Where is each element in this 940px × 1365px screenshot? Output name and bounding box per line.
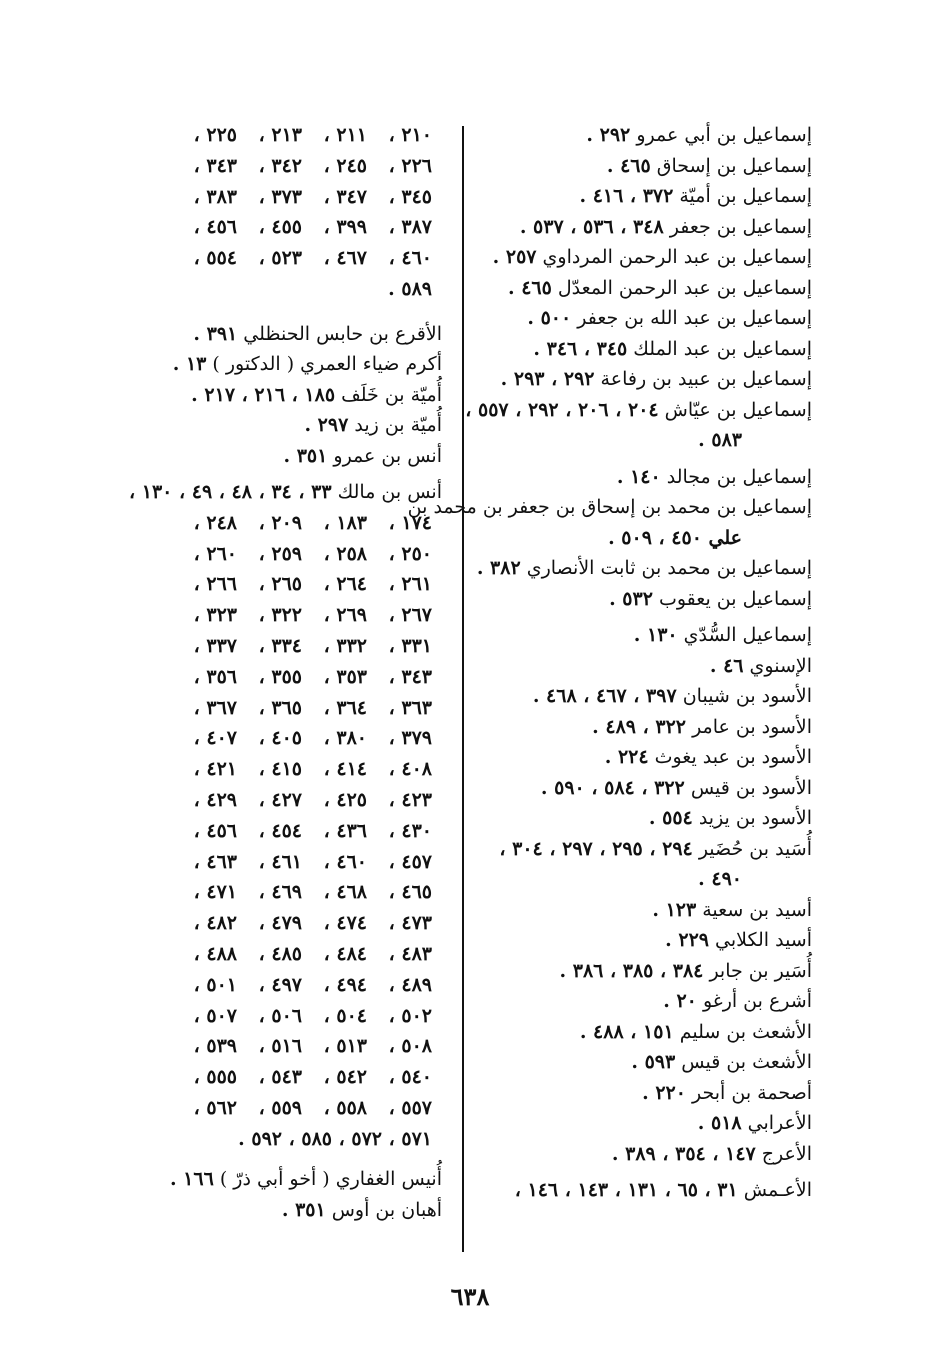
ref-number: ٤٥٦ ، [193, 216, 237, 239]
ref-number: ٤٠٥ ، [258, 727, 302, 750]
ref-number: ٤٩٧ ، [258, 973, 302, 996]
ref-number: ٥٠٧ ، [193, 1004, 237, 1027]
entry-name: إسماعيل بن أميّة [679, 185, 812, 207]
refs-row [112, 1062, 432, 1093]
entry-refs: ٤٦ . [709, 654, 744, 677]
refs-row [112, 569, 432, 600]
ref-number: ٣٨٧ ، [388, 216, 432, 239]
ref-number: ٤٥٧ ، [388, 850, 432, 873]
ref-number: ٣٢٢ ، [258, 604, 302, 627]
index-entry [482, 1017, 812, 1048]
ref-number: ٢٥٩ ، [258, 542, 302, 565]
entry-refs: ٢٠٤ ، ٢٠٦ ، ٢٩٢ ، ٥٥٧ ، [465, 398, 659, 421]
entry-refs: ٣٥١ . [281, 1198, 326, 1221]
ref-number: ٣٦٧ ، [193, 696, 237, 719]
anas-refs-grid [112, 508, 442, 1124]
entry-name: أهبان بن أوس [331, 1198, 442, 1221]
entry-name: الأشعث بن قيس [681, 1051, 812, 1073]
entry-name: أسيد الكلابي [715, 929, 812, 951]
entry-name: أكرم ضياء العمري ( الدكتور ) [212, 353, 442, 376]
entry-name: أنس بن عمرو [333, 444, 442, 467]
index-entry [482, 151, 812, 182]
entry-refs: ١٣ . [172, 353, 207, 376]
refs-row [112, 816, 432, 847]
ref-number: ٣٣٢ ، [323, 634, 367, 657]
ref-number: ٤٣٠ ، [388, 819, 432, 842]
index-entry [482, 273, 812, 304]
ref-number: ٤٧٣ ، [388, 912, 432, 935]
ref-number: ٤٥٦ ، [193, 819, 237, 842]
ref-number: ٣٤٣ ، [388, 665, 432, 688]
entry-name: أُسَير بن جابر [709, 959, 812, 982]
index-entry [112, 1195, 442, 1226]
index-entry [465, 395, 812, 426]
ref-number: ٤٢١ ، [193, 758, 237, 781]
entry-refs: ٣٤٨ ، ٥٣٦ ، ٥٣٧ . [519, 215, 664, 238]
index-entry [482, 1078, 812, 1109]
ref-number: ٣٧٩ ، [388, 727, 432, 750]
index-entry [112, 380, 442, 411]
ref-number: ٤٨٢ ، [193, 912, 237, 935]
entry-refs: ٥٥٤ . [648, 807, 693, 829]
entry-refs: ٢٩٢ ، ٢٩٣ . [500, 368, 595, 390]
ref-number: ٤٨٤ ، [323, 942, 367, 965]
entry-refs: ٣١ ، ٦٥ ، ١٣١ ، ١٤٣ ، ١٤٦ ، [514, 1179, 738, 1201]
entry-refs: ٢٢٠ . [642, 1081, 686, 1104]
ref-number: ٤٦٠ ، [323, 850, 367, 873]
entry-name: أُنيس الغفاري ( أخو أبي ذرّ ) [219, 1168, 442, 1191]
ref-number: ٣٩٩ ، [323, 216, 367, 239]
entry-refs: ٣٤٥ ، ٣٤٦ . [533, 337, 628, 360]
entry-name: الأعرج [761, 1142, 812, 1165]
refs-row [112, 600, 432, 631]
index-entry [482, 303, 812, 334]
ref-number: ٢٢٦ ، [388, 154, 432, 177]
ref-number: ٢٦٥ ، [258, 573, 302, 596]
refs-row [112, 939, 432, 970]
entry-refs: ٣٨٢ . [476, 557, 521, 579]
entry-name: إسماعيل بن مجالد [666, 465, 812, 488]
ref-number: ٣٦٣ ، [388, 696, 432, 719]
entry-refs: ٢٩٢ . [586, 124, 631, 146]
entry-refs: ٣٧٢ ، ٤١٦ . [579, 185, 674, 207]
ref-number: ٥٠٦ ، [258, 1004, 302, 1027]
entry-name: أصحمة بن أبحر [692, 1081, 812, 1104]
index-entry [482, 1108, 812, 1139]
ref-number: ٢٠٩ ، [258, 511, 302, 534]
entry-refs: ١٨٥ ، ٢١٦ ، ٢١٧ . [191, 383, 336, 406]
ref-number: ٢١٠ ، [388, 124, 432, 146]
entry-refs: ٢٢٤ . [604, 746, 649, 768]
index-entry [112, 441, 442, 472]
refs-row [112, 908, 432, 939]
entry-refs: ٥١٨ . [697, 1112, 742, 1134]
ref-number: ٤٦٣ ، [193, 850, 237, 873]
ref-number: ٥٦٢ ، [193, 1096, 237, 1119]
ref-number: ٣٤٢ ، [258, 154, 302, 177]
entry-continuation: ٤٩٠ . [698, 868, 742, 890]
entry-name: الإسنوي [749, 654, 812, 677]
ref-number: ٣٤٧ ، [323, 185, 367, 208]
ref-number: ٥٢٣ ، [258, 247, 302, 270]
ref-number: ٤٦٨ ، [323, 881, 367, 904]
index-entry [482, 242, 812, 273]
column-divider [462, 126, 464, 1252]
refs-row [112, 723, 432, 754]
entry-name: إسماعيل السُّدّي [683, 624, 812, 646]
entry-refs: ٣٢٢ ، ٥٨٤ ، ٥٩٠ . [540, 776, 685, 799]
index-entry [482, 462, 812, 493]
entry-name: إسماعيل بن محمد بن ثابت الأنصاري [526, 557, 812, 579]
ref-number: ٤٦٥ ، [388, 881, 432, 904]
ref-number: ٥١٦ ، [258, 1035, 302, 1058]
entry-refs: ٢٠ . [663, 990, 697, 1012]
refs-row [112, 970, 432, 1001]
entry-name: الأسود بن عامر [692, 715, 812, 738]
index-entry [482, 986, 812, 1017]
ref-number: ٤٣٦ ، [323, 819, 367, 842]
refs-row [112, 274, 432, 305]
refs-row [112, 1031, 432, 1062]
entry-refs: ٢٢٩ . [665, 929, 709, 951]
ref-number: ١٨٣ ، [323, 511, 367, 534]
ref-number: ٤٦٧ ، [323, 247, 367, 270]
ref-number: ٢١١ ، [323, 124, 367, 146]
ref-number: ٥٤٠ ، [388, 1066, 432, 1089]
index-entry [112, 349, 442, 380]
entries-group-2 [112, 1164, 442, 1225]
index-entry [112, 410, 442, 441]
entry-continuation: ٥٨٣ . [698, 429, 742, 451]
ref-number: ٥١٣ ، [323, 1035, 367, 1058]
ref-number: ٥٥٨ ، [323, 1096, 367, 1119]
refs-row [112, 212, 432, 243]
ref-number: ٤٦١ ، [258, 850, 302, 873]
ref-number: ٤٩٤ ، [323, 973, 367, 996]
index-entry [482, 584, 812, 615]
entry-refs: ١٣٠ . [633, 624, 678, 646]
index-entry [112, 1164, 442, 1195]
ref-number [302, 274, 367, 305]
entry-refs: ١٤٠ . [616, 465, 661, 488]
refs-row [112, 1001, 432, 1032]
entry-name: أسيد بن سعية [702, 898, 812, 921]
entry-refs: ٣٨٤ ، ٣٨٥ ، ٣٨٦ . [559, 959, 704, 982]
entry-name: الأعرابي [747, 1112, 812, 1134]
refs-row [112, 693, 432, 724]
ref-number: ٤٨٩ ، [388, 973, 432, 996]
ref-number: ٤٦٠ ، [388, 247, 432, 270]
entry-refs: ٢٩٧ . [304, 414, 349, 437]
refs-row [112, 243, 432, 274]
refs-row [112, 785, 432, 816]
entry-name: إسماعيل بن محمد بن إسحاق بن جعفر بن محمد بن [407, 496, 812, 518]
index-entry [482, 212, 812, 243]
continued-refs-grid [112, 120, 442, 305]
entry-name: الأسود بن قيس [690, 776, 812, 799]
ref-number: ٤١٥ ، [258, 758, 302, 781]
ref-number: ٣٥٥ ، [258, 665, 302, 688]
entry-refs: ٣٩١ . [193, 322, 238, 345]
ref-number: ١٧٤ ، [388, 511, 432, 534]
refs-row [112, 508, 432, 539]
ref-number: ٣٨٠ ، [323, 727, 367, 750]
ref-number: ٤٢٩ ، [193, 788, 237, 811]
refs-row [112, 182, 432, 213]
ref-number: ٤٠٨ ، [388, 758, 432, 781]
refs-row [112, 662, 432, 693]
index-entry [482, 1047, 812, 1078]
anas-refs-tail: ٥٧١ ، ٥٧٢ ، ٥٨٥ ، ٥٩٢ . [238, 1127, 432, 1150]
ref-number: ٥٤٣ ، [258, 1066, 302, 1089]
ref-number: ٥٠٢ ، [388, 1004, 432, 1027]
ref-number: ٤٧١ ، [193, 881, 237, 904]
entry-refs: ١٦٦ . [169, 1168, 214, 1191]
entry-name: أُسَيد بن حُضَير [698, 837, 812, 860]
entry-refs: ٣٥١ . [283, 444, 328, 467]
entry-name: إسماعيل بن عيّاش [664, 398, 812, 421]
ref-number: ٤٦٩ ، [258, 881, 302, 904]
entry-name: إسماعيل بن عبد الرحمن المرداوي [542, 246, 812, 268]
ref-number: ٢٢٥ ، [193, 124, 237, 146]
entry-refs: ٣٣ ، ٣٤ ، ٤٨ ، ٤٩ ، ١٣٠ ، [129, 481, 332, 504]
ref-number: ٢٤٨ ، [193, 511, 237, 534]
ref-number [237, 274, 302, 305]
entry-name: إسماعيل بن يعقوب [658, 587, 812, 610]
index-entry [482, 925, 812, 956]
index-entry [482, 120, 812, 151]
ref-number: ٤١٤ ، [323, 758, 367, 781]
ref-number: ٤٥٤ ، [258, 819, 302, 842]
entry-name: إسماعيل بن عبد الله بن جعفر [577, 307, 812, 329]
ref-number: ٤٨٣ ، [388, 942, 432, 965]
ref-number: ٥٠١ ، [193, 973, 237, 996]
refs-row [112, 120, 432, 151]
entries-group-1 [112, 319, 442, 472]
index-entry [482, 651, 812, 682]
ref-number: ٤٧٩ ، [258, 912, 302, 935]
entry-name: إسماعيل بن عبد الرحمن المعدّل [557, 276, 812, 299]
refs-row [112, 754, 432, 785]
entry-refs: ٤٦٥ . [507, 276, 552, 299]
entry-name: الأسود بن عبد يغوث [654, 746, 812, 768]
index-entry [482, 773, 812, 804]
ref-number: ٢٦١ ، [388, 573, 432, 596]
ref-number: ٤٢٧ ، [258, 788, 302, 811]
ref-number: ٥٠٤ ، [323, 1004, 367, 1027]
refs-row [112, 631, 432, 662]
refs-row [112, 539, 432, 570]
entry-name: الأقرع بن حابس الحنظلي [243, 322, 442, 345]
ref-number: ٣٦٤ ، [323, 696, 367, 719]
entry-name: الأشعث بن سليم [679, 1020, 812, 1043]
index-entry [482, 181, 812, 212]
entry-name: إسماعيل بن جعفر [669, 215, 812, 238]
ref-number: ٣٢٣ ، [193, 604, 237, 627]
left-column [112, 120, 442, 1225]
ref-number: ٢٤٥ ، [323, 154, 367, 177]
index-entry [482, 334, 812, 365]
index-entry [482, 712, 812, 743]
entry-name: الأسود بن يزيد [698, 807, 812, 829]
entry-name: أُميّة بن خَلَف [341, 383, 442, 406]
entry-refs: ٥٣٢ . [609, 587, 653, 610]
ref-number: ٤٢٥ ، [323, 788, 367, 811]
index-entry [476, 553, 812, 584]
refs-row [112, 151, 432, 182]
ref-number: ٤٨٥ ، [258, 942, 302, 965]
entry-name: أنس بن مالك [337, 481, 442, 504]
index-entry [482, 681, 812, 712]
entry-name: إسماعيل بن أبي عمرو [636, 124, 812, 146]
ref-number: ٣٣٤ ، [258, 634, 302, 657]
ref-number: ٤٠٧ ، [193, 727, 237, 750]
entry-refs: ٤٦٥ . [606, 154, 651, 177]
entry-name: إسماعيل بن عبيد بن رفاعة [600, 368, 812, 390]
index-entry [482, 1139, 812, 1170]
entry-continuation: علي ٤٥٠ ، ٥٠٩ . [608, 526, 742, 549]
ref-number: ٢٦٧ ، [388, 604, 432, 627]
ref-number: ٣٨٣ ، [193, 185, 237, 208]
entry-name: أُميّة بن زيد [354, 414, 442, 437]
ref-number: ٥٤٢ ، [323, 1066, 367, 1089]
index-entry [482, 803, 812, 834]
ref-number: ٣٧٣ ، [258, 185, 302, 208]
ref-number: ٥٣٩ ، [193, 1035, 237, 1058]
entry-refs: ٣٢٢ ، ٤٨٩ . [592, 715, 687, 738]
ref-number: ٥٥٥ ، [193, 1066, 237, 1089]
ref-number: ٣٣١ ، [388, 634, 432, 657]
ref-number: ٤٧٤ ، [323, 912, 367, 935]
entry-name: الأعـمش [743, 1179, 812, 1201]
ref-number: ٣٤٣ ، [193, 154, 237, 177]
entry-name: إسماعيل بن إسحاق [656, 154, 812, 177]
ref-number: ٥٨٩ . [388, 277, 432, 300]
ref-number: ٤٨٨ ، [193, 942, 237, 965]
ref-number: ٣٥٦ ، [193, 665, 237, 688]
ref-number: ٣٤٥ ، [388, 185, 432, 208]
index-entry [482, 364, 812, 395]
entry-refs: ٣٩٧ ، ٤٦٧ ، ٤٦٨ . [532, 685, 677, 707]
ref-number: ٥٥٤ ، [193, 247, 237, 270]
index-entry [482, 742, 812, 773]
ref-number: ٢٥٠ ، [388, 542, 432, 565]
entry-name: أشرع بن أرغو [702, 990, 812, 1012]
ref-number: ٢٦٠ ، [193, 542, 237, 565]
entry-refs: ١٤٧ ، ٣٥٤ ، ٣٨٩ . [611, 1142, 756, 1165]
ref-number: ٤٢٣ ، [388, 788, 432, 811]
page-number: ٦٣٨ [450, 1282, 490, 1311]
entry-name: الأسود بن شيبان [682, 685, 812, 707]
ref-number: ٥٥٩ ، [258, 1096, 302, 1119]
index-entry [482, 956, 812, 987]
ref-number: ٥٥٧ ، [388, 1096, 432, 1119]
index-entry [482, 834, 812, 865]
ref-number: ٢٥٨ ، [323, 542, 367, 565]
ref-number [172, 274, 237, 305]
index-entry [112, 319, 442, 350]
ref-number: ٢٦٦ ، [193, 573, 237, 596]
entry-name: إسماعيل بن عبد الملك [633, 337, 812, 360]
entry-refs: ٥٩٣ . [631, 1051, 676, 1073]
entry-refs: ١٥١ ، ٤٨٨ . [579, 1020, 674, 1043]
ref-number: ٢١٣ ، [258, 124, 302, 146]
entry-refs: ١٢٣ . [652, 898, 697, 921]
ref-number: ٢٦٩ ، [323, 604, 367, 627]
ref-number: ٢٦٤ ، [323, 573, 367, 596]
index-entry-anas [112, 477, 442, 508]
ref-number: ٣٣٧ ، [193, 634, 237, 657]
index-entry [482, 895, 812, 926]
refs-row [112, 847, 432, 878]
index-entry [482, 1175, 812, 1206]
ref-number: ٣٥٣ ، [323, 665, 367, 688]
refs-row [112, 1093, 432, 1124]
entry-refs: ٢٩٤ ، ٢٩٥ ، ٢٩٧ ، ٣٠٤ ، [499, 837, 693, 860]
refs-row [112, 877, 432, 908]
index-entry [482, 620, 812, 651]
entry-refs: ٥٠٠ . [527, 307, 572, 329]
ref-number: ٤٥٥ ، [258, 216, 302, 239]
ref-number: ٥٠٨ ، [388, 1035, 432, 1058]
index-entry [407, 492, 812, 523]
ref-number: ٣٦٥ ، [258, 696, 302, 719]
entry-refs: ٢٥٧ . [492, 246, 537, 268]
